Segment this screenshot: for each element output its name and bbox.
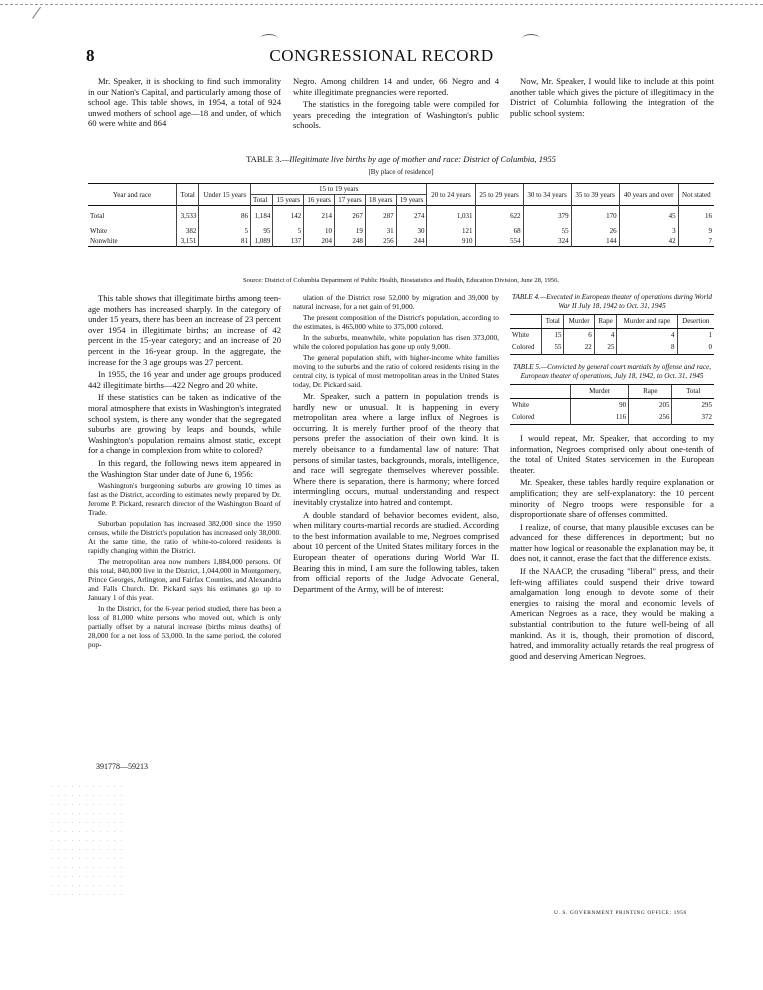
top-border-line bbox=[0, 4, 763, 5]
col-header: Not stated bbox=[678, 184, 714, 206]
col-header bbox=[510, 315, 542, 329]
col-header: 18 years bbox=[365, 195, 396, 206]
table-cell: 622 bbox=[475, 206, 523, 226]
paragraph: Mr. Speaker, such a pattern in population trends is hardly new or unusual. It is happening in every metropolitan area where a large influx of Negroes is occurring. It is merely further proof of the theory that persons prefer the association of their own kind. It is merely obeisance to a fundamental law of nature: That persons of similar tastes, backgrounds, morals, intelligence, and race will segregate themselves wherever possible. Where there is separation, there is harmony; where forced intermingling occurs, mutual understanding and respect inevitably crystalize into hatred and contempt. bbox=[293, 391, 499, 507]
table-cell: 90 bbox=[571, 398, 629, 411]
table-row bbox=[510, 341, 714, 354]
col-header: Murder bbox=[571, 385, 629, 399]
quoted-paragraph: The general population shift, with higher-income white families moving to the suburbs and the ratio of colored residents rising in the central city, is typical of most metropolitan areas in the United States today, Dr. Pickard said. bbox=[293, 353, 499, 389]
col-header: Total bbox=[542, 315, 564, 329]
table-cell: 214 bbox=[304, 206, 335, 226]
table-cell: 15 bbox=[542, 328, 564, 341]
col-header bbox=[510, 385, 571, 399]
col-header: Murder bbox=[564, 315, 594, 329]
table-row bbox=[88, 226, 714, 236]
quoted-paragraph: The metropolitan area now numbers 1,884,000 persons. Of this total, 840,000 live in the District, 1,044,000 in Montgomery, Prince Georges, Arlington, and Fairfax Counties, and Alexandria and Falls Church. Dr. Pickard says his estimates go up to January 1 of this year. bbox=[88, 557, 281, 603]
col-header: 19 years bbox=[396, 195, 427, 206]
punch-mark-left bbox=[260, 34, 278, 43]
table-cell: 116 bbox=[571, 411, 629, 424]
table-cell: 3 bbox=[619, 226, 678, 236]
col-header: Desertion bbox=[677, 315, 714, 329]
column-3 bbox=[510, 293, 714, 663]
column-1 bbox=[88, 293, 281, 651]
table-cell: 42 bbox=[619, 236, 678, 247]
table-cell: 910 bbox=[427, 236, 475, 247]
table-cell: 379 bbox=[523, 206, 571, 226]
intro-column-2 bbox=[293, 76, 499, 133]
table-cell: 4 bbox=[617, 328, 677, 341]
table-cell: 256 bbox=[365, 236, 396, 247]
paragraph: A double standard of behavior becomes evident, also, when military courts-martial records are studied. According to the best information available to me, Negroes comprised about 10 percent of the United States military forces in the European theater of operations during World War II. Bearing this in mind, I am sure the following tables, taken from official reports of the Judge Advocate General, Department of the Army, will be of interest: bbox=[293, 509, 499, 594]
pen-mark bbox=[32, 7, 42, 20]
table-row bbox=[88, 236, 714, 247]
table-cell: 1 bbox=[677, 328, 714, 341]
table-cell: 81 bbox=[199, 236, 251, 247]
table-cell: 5 bbox=[199, 226, 251, 236]
table4-caption: TABLE 4.—Executed in European theater of operations during World War II July 18, 1942 to Oct. 31, 1945 bbox=[512, 293, 712, 310]
paragraph: I would repeat, Mr. Speaker, that according to my information, Negroes comprised only about one-tenth of the total of United States servicemen in the European theater. bbox=[510, 432, 714, 475]
print-code: 391778—59213 bbox=[96, 762, 148, 771]
row-label: Nonwhite bbox=[90, 236, 118, 245]
table3 bbox=[88, 183, 714, 247]
col-group-header: 15 to 19 years bbox=[251, 184, 427, 195]
table3-body bbox=[88, 206, 714, 247]
table3-caption bbox=[88, 154, 714, 164]
quoted-paragraph: The present composition of the District's population, according to the estimates, is 465,000 white to 375,000 colored. bbox=[293, 313, 499, 331]
table-cell: 6 bbox=[564, 328, 594, 341]
table-cell: 1,089 bbox=[251, 236, 273, 247]
table-cell: 31 bbox=[365, 226, 396, 236]
table-cell: 45 bbox=[619, 206, 678, 226]
table-cell: 267 bbox=[335, 206, 366, 226]
table-cell: 287 bbox=[365, 206, 396, 226]
quoted-paragraph: In the District, for the 6-year period studied, there has been a loss of 81,000 white persons who moved out, which is only partially offset by a natural increase (births minus deaths) of 28,000 for a net loss of 53,000. In the same period, the colored pop- bbox=[88, 604, 281, 650]
page-number: 8 bbox=[86, 46, 95, 65]
row-label: White bbox=[512, 330, 530, 339]
quoted-paragraph: ulation of the District rose 52,000 by migration and 39,000 by natural increase, for a net gain of 91,000. bbox=[293, 293, 499, 311]
page-header-title: CONGRESSIONAL RECORD bbox=[269, 46, 494, 65]
paragraph: If these statistics can be taken as indicative of the moral atmosphere that exists in Washington's integrated school system, is there any wonder that the segregated suburbs are growing by leaps and bounds, while Washington's population remains almost static, except for a change in complexion from white to colored? bbox=[88, 392, 281, 456]
table-cell: 3,533 bbox=[177, 206, 199, 226]
table-cell: 4 bbox=[594, 328, 617, 341]
table3-caption-label: TABLE 3. bbox=[246, 154, 282, 164]
col-header: Rape bbox=[629, 385, 672, 399]
intro-paragraph: Negro. Among children 14 and under, 66 Negro and 4 white illegitimate pregnancies were reported. bbox=[293, 76, 499, 97]
quoted-paragraph: In the suburbs, meanwhile, white population has risen 373,000, while the colored population has gone up only 9,000. bbox=[293, 333, 499, 351]
table-cell: 5 bbox=[273, 226, 304, 236]
table-cell: 25 bbox=[594, 341, 617, 354]
row-label: White bbox=[90, 226, 108, 235]
table-cell: 1,184 bbox=[251, 206, 273, 226]
row-label: White bbox=[512, 400, 530, 409]
table-cell: 244 bbox=[396, 236, 427, 247]
table-cell: 142 bbox=[273, 206, 304, 226]
quoted-paragraph: Suburban population has increased 382,000 since the 1950 census, while the District's population has increased only 38,000. At the same time, the ratio of white-to-colored residents is rapidly changing within the District. bbox=[88, 519, 281, 556]
table-cell: 30 bbox=[396, 226, 427, 236]
paragraph: In this regard, the following news item appeared in the Washington Star under date of June 6, 1956: bbox=[88, 457, 281, 479]
table3-caption-text: —Illegitimate live births by age of mother and race: District of Columbia, 1955 bbox=[281, 154, 556, 164]
paragraph: I realize, of course, that many plausible excuses can be advanced for these differences in deportment; but no matter how logical or reasonable the explanation may be, it does not, it cannot, erase the fact that the difference exists. bbox=[510, 521, 714, 564]
col-header: Total bbox=[672, 385, 714, 399]
table-cell: 0 bbox=[677, 341, 714, 354]
paragraph: If the NAACP, the crusading "liberal" press, and their left-wing affiliates could suspend their drive toward amalgamation long enough to devote some of their energies to raising the moral and economic levels of American Negroes as a race, they would be making a substantial contribution to the future well-being of all mankind. As it is, though, their promotion of discord, hatred, and immorality actually retards the real progress of good and deserving American Negroes. bbox=[510, 566, 714, 661]
col-header: Total bbox=[251, 195, 273, 206]
col-header: 17 years bbox=[335, 195, 366, 206]
table-cell: 204 bbox=[304, 236, 335, 247]
col-header: 20 to 24 years bbox=[427, 184, 475, 206]
intro-paragraph: Mr. Speaker, it is shocking to find such immorality in our Nation's Capital, and particularly among those of school age. This table shows, in 1954, a total of 924 unwed mothers of school age—18 and under, of which 60 were white and 864 bbox=[88, 76, 281, 129]
table-cell: 55 bbox=[542, 341, 564, 354]
table-row bbox=[88, 206, 714, 226]
table-row bbox=[510, 328, 714, 341]
table-cell: 137 bbox=[273, 236, 304, 247]
row-label: Total bbox=[90, 211, 105, 220]
table-cell: 7 bbox=[678, 236, 714, 247]
intro-column-1 bbox=[88, 76, 281, 131]
table-row bbox=[510, 398, 714, 411]
table4 bbox=[510, 314, 714, 355]
table-cell: 22 bbox=[564, 341, 594, 354]
table-cell: 295 bbox=[672, 398, 714, 411]
table-cell: 16 bbox=[678, 206, 714, 226]
intro-column-3 bbox=[510, 76, 714, 120]
intro-paragraph: The statistics in the foregoing table were compiled for years preceding the integration of Washington's public schools. bbox=[293, 99, 499, 131]
gpo-imprint: U. S. GOVERNMENT PRINTING OFFICE: 1956 bbox=[554, 910, 687, 916]
paragraph: Mr. Speaker, these tables hardly require explanation or amplification; they are self-explanatory: the 10 percent minority of Negro troops were responsible for a disproportionate share of offenses committed. bbox=[510, 477, 714, 520]
table5 bbox=[510, 384, 714, 425]
table-cell: 68 bbox=[475, 226, 523, 236]
table-cell: 3,151 bbox=[177, 236, 199, 247]
table-cell: 9 bbox=[678, 226, 714, 236]
paragraph: This table shows that illegitimate births among teen-age mothers has increased sharply. In the category of under 15 years, there has been an increase of 23 percent over 1954 in illegitimate births; an increase of 42 percent in the 15-year category; and an increase of 20 percent in the 16-year group. In the aggregate, the increase for the 3 age groups was 27 percent. bbox=[88, 293, 281, 367]
row-label: Colored bbox=[512, 413, 535, 422]
table-cell: 248 bbox=[335, 236, 366, 247]
table-cell: 170 bbox=[571, 206, 619, 226]
table3-source: Source: District of Columbia Department of Public Health, Biostatistics and Health, Education Division, June 28, 1956. bbox=[242, 277, 560, 284]
col-header: Under 15 years bbox=[199, 184, 251, 206]
quoted-paragraph: Washington's burgeoning suburbs are growing 10 times as fast as the District, according to estimates newly prepared by Dr. Jerome P. Pickard, research director of the Washington Board of Trade. bbox=[88, 481, 281, 518]
punch-mark-right bbox=[522, 34, 540, 43]
table-row bbox=[510, 411, 714, 424]
paragraph: In 1955, the 16 year and under age groups produced 442 illegitimate births—422 Negro and 20 white. bbox=[88, 369, 281, 390]
intro-paragraph: Now, Mr. Speaker, I would like to include at this point another table which gives the picture of illegitimacy in the District of Columbia following the integration of the public school system: bbox=[510, 76, 714, 118]
table-cell: 382 bbox=[177, 226, 199, 236]
table5-caption: TABLE 5.—Convicted by general court martials by offense and race, European theater of operations, July 18, 1942, to Oct. 31, 1945 bbox=[512, 362, 712, 380]
row-label: Colored bbox=[512, 343, 535, 352]
table-cell: 372 bbox=[672, 411, 714, 424]
table-cell: 95 bbox=[251, 226, 273, 236]
col-header: Year and race bbox=[88, 184, 177, 206]
table-cell: 8 bbox=[617, 341, 677, 354]
table-cell: 26 bbox=[571, 226, 619, 236]
table-cell: 55 bbox=[523, 226, 571, 236]
col-header: Total bbox=[177, 184, 199, 206]
col-header: 35 to 39 years bbox=[571, 184, 619, 206]
col-header: 30 to 34 years bbox=[523, 184, 571, 206]
table-cell: 121 bbox=[427, 226, 475, 236]
table-cell: 256 bbox=[629, 411, 672, 424]
col-header: 25 to 29 years bbox=[475, 184, 523, 206]
table-cell: 10 bbox=[304, 226, 335, 236]
table-cell: 324 bbox=[523, 236, 571, 247]
col-header: Rape bbox=[594, 315, 617, 329]
col-header: 16 years bbox=[304, 195, 335, 206]
table3-subcaption: [By place of residence] bbox=[368, 168, 434, 176]
table-cell: 19 bbox=[335, 226, 366, 236]
col-header: 40 years and over bbox=[619, 184, 678, 206]
table-cell: 1,031 bbox=[427, 206, 475, 226]
scan-noise bbox=[48, 782, 123, 902]
column-2 bbox=[293, 293, 499, 596]
col-header: Murder and rape bbox=[617, 315, 677, 329]
col-header: 15 years bbox=[273, 195, 304, 206]
table-cell: 205 bbox=[629, 398, 672, 411]
table-cell: 144 bbox=[571, 236, 619, 247]
table-cell: 86 bbox=[199, 206, 251, 226]
table-cell: 274 bbox=[396, 206, 427, 226]
table-cell: 554 bbox=[475, 236, 523, 247]
